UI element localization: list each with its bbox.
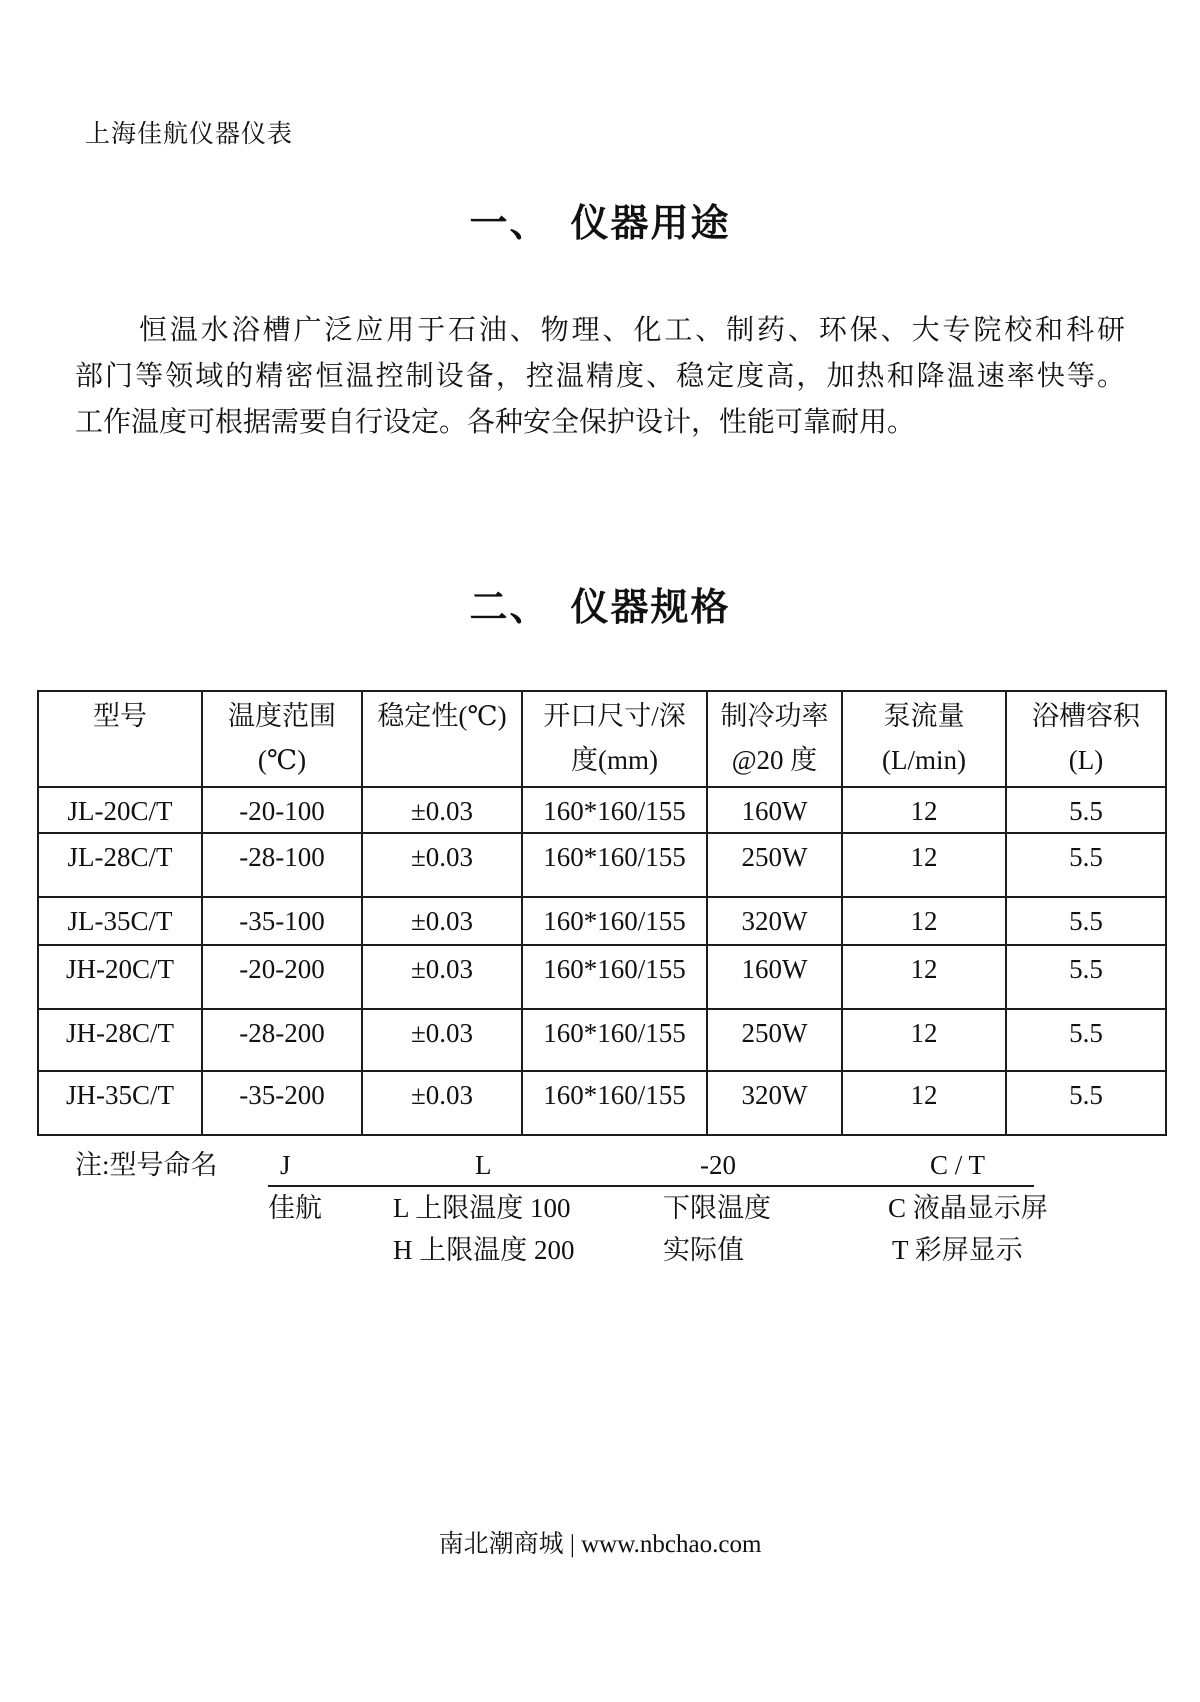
- cell-stability: ±0.03: [362, 787, 522, 833]
- cell-temp-range: -35-200: [202, 1071, 362, 1135]
- legend-lower-temp: 下限温度: [663, 1193, 771, 1223]
- section-title-purpose: 一、 仪器用途: [469, 201, 731, 245]
- cell-opening: 160*160/155: [522, 945, 707, 1009]
- legend-brand: 佳航: [268, 1193, 322, 1223]
- cell-model: JL-20C/T: [38, 787, 202, 833]
- cell-volume: 5.5: [1006, 945, 1166, 1009]
- cell-temp-range: -20-200: [202, 945, 362, 1009]
- col-header-opening: [522, 691, 707, 787]
- cell-model: JH-35C/T: [38, 1071, 202, 1135]
- cell-opening: 160*160/155: [522, 897, 707, 945]
- legend-actual-value: 实际值: [663, 1235, 744, 1265]
- cell-cooling-power: 320W: [707, 897, 842, 945]
- col-header-pump-flow: [842, 691, 1006, 787]
- cell-pump-flow: 12: [842, 897, 1006, 945]
- header-line: 泵流量: [883, 701, 965, 731]
- cell-temp-range: -20-100: [202, 787, 362, 833]
- legend-h-limit: H 上限温度 200: [393, 1235, 575, 1265]
- footer-site: 南北潮商城 | www.nbchao.com: [438, 1531, 762, 1558]
- cell-pump-flow: 12: [842, 1071, 1006, 1135]
- code-part-j: J: [280, 1150, 291, 1180]
- header-line: 开口尺寸/深: [543, 701, 686, 731]
- cell-stability: ±0.03: [362, 833, 522, 897]
- cell-opening: 160*160/155: [522, 1071, 707, 1135]
- model-code-underline: [268, 1147, 1034, 1187]
- cell-opening: 160*160/155: [522, 833, 707, 897]
- cell-model: JL-35C/T: [38, 897, 202, 945]
- cell-volume: 5.5: [1006, 787, 1166, 833]
- cell-pump-flow: 12: [842, 945, 1006, 1009]
- cell-pump-flow: 12: [842, 1009, 1006, 1071]
- header-line: 温度范围: [228, 701, 336, 731]
- header-line: 稳定性(℃): [377, 701, 507, 731]
- cell-stability: ±0.03: [362, 897, 522, 945]
- header-line: @20 度: [731, 745, 818, 775]
- paragraph-line: 部门等领域的精密恒温控制设备，控温精度、稳定度高，加热和降温速率快等。: [75, 361, 1125, 392]
- cell-opening: 160*160/155: [522, 1009, 707, 1071]
- code-part-display: C / T: [930, 1150, 986, 1180]
- company-name: 上海佳航仪器仪表: [85, 121, 294, 148]
- header-line: 浴槽容积: [1032, 701, 1140, 731]
- header-line: (℃): [257, 745, 307, 775]
- cell-volume: 5.5: [1006, 833, 1166, 897]
- table-row: [38, 897, 1166, 945]
- code-part-temp: -20: [700, 1150, 736, 1180]
- note-label: 注:型号命名: [75, 1150, 218, 1180]
- cell-stability: ±0.03: [362, 1071, 522, 1135]
- spec-table: [37, 690, 1167, 1136]
- cell-volume: 5.5: [1006, 1071, 1166, 1135]
- cell-temp-range: -35-100: [202, 897, 362, 945]
- legend-l-limit: L 上限温度 100: [393, 1193, 571, 1223]
- header-line: (L/min): [882, 745, 966, 775]
- purpose-paragraph: [75, 308, 1125, 446]
- paragraph-line: 工作温度可根据需要自行设定。各种安全保护设计，性能可靠耐用。: [75, 407, 916, 438]
- paragraph-line: 恒温水浴槽广泛应用于石油、物理、化工、制药、环保、大专院校和科研: [139, 315, 1125, 346]
- header-line: 制冷功率: [720, 701, 829, 731]
- cell-stability: ±0.03: [362, 945, 522, 1009]
- cell-pump-flow: 12: [842, 787, 1006, 833]
- cell-cooling-power: 160W: [707, 787, 842, 833]
- cell-stability: ±0.03: [362, 1009, 522, 1071]
- header-line: 度(mm): [571, 745, 658, 775]
- col-header-stability: [362, 691, 522, 787]
- col-header-cooling-power: [707, 691, 842, 787]
- col-header-volume: [1006, 691, 1166, 787]
- cell-model: JH-28C/T: [38, 1009, 202, 1071]
- cell-opening: 160*160/155: [522, 787, 707, 833]
- legend-lcd: C 液晶显示屏: [888, 1193, 1048, 1223]
- cell-cooling-power: 160W: [707, 945, 842, 1009]
- legend-color-screen: T 彩屏显示: [892, 1235, 1023, 1265]
- cell-volume: 5.5: [1006, 1009, 1166, 1071]
- cell-cooling-power: 250W: [707, 833, 842, 897]
- cell-volume: 5.5: [1006, 897, 1166, 945]
- header-line: 型号: [93, 701, 147, 731]
- section-title-spec: 二、 仪器规格: [469, 585, 731, 629]
- table-row: [38, 945, 1166, 1009]
- cell-temp-range: -28-200: [202, 1009, 362, 1071]
- table-row: [38, 833, 1166, 897]
- header-line: (L): [1068, 745, 1104, 775]
- cell-temp-range: -28-100: [202, 833, 362, 897]
- col-header-temp-range: [202, 691, 362, 787]
- table-row: [38, 1009, 1166, 1071]
- cell-pump-flow: 12: [842, 833, 1006, 897]
- cell-model: JL-28C/T: [38, 833, 202, 897]
- cell-model: JH-20C/T: [38, 945, 202, 1009]
- table-row: [38, 1071, 1166, 1135]
- table-header-row: [38, 691, 1166, 787]
- code-part-l: L: [475, 1150, 492, 1180]
- col-header-model: [38, 691, 202, 787]
- cell-cooling-power: 320W: [707, 1071, 842, 1135]
- table-row: [38, 787, 1166, 833]
- cell-cooling-power: 250W: [707, 1009, 842, 1071]
